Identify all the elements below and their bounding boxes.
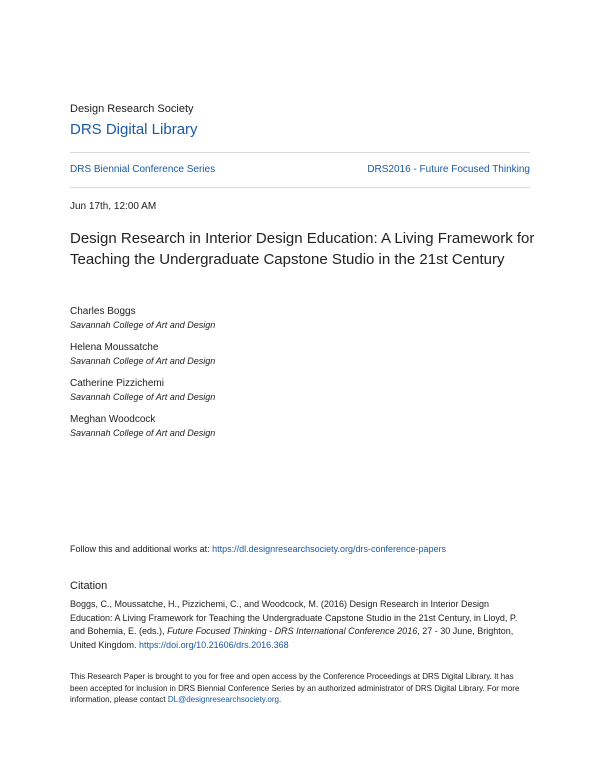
conference-link[interactable]: DRS2016 - Future Focused Thinking	[367, 164, 530, 175]
citation-body: Boggs, C., Moussatche, H., Pizzichemi, C., and Woodcock, M. (2016) Design Research in Interior Design Education: A Living Framework for Teaching the Undergraduate Capstone Studio in the 21st Century, in Lloyd, P. and Bohemia, E. (eds.),	[70, 599, 518, 636]
citation-body-end: , 27 - 30 June, Brighton, United Kingdom.	[70, 626, 514, 650]
citation-heading: Citation	[70, 580, 108, 592]
library-link[interactable]: DRS Digital Library	[70, 121, 198, 138]
author-affiliation: Savannah College of Art and Design	[70, 392, 216, 402]
publication-date: Jun 17th, 12:00 AM	[70, 201, 157, 212]
divider-top	[70, 152, 530, 153]
author-affiliation: Savannah College of Art and Design	[70, 320, 216, 330]
author-name: Charles Boggs	[70, 306, 136, 317]
citation-proceedings: Future Focused Thinking - DRS International Conference 2016	[167, 626, 418, 636]
author-affiliation: Savannah College of Art and Design	[70, 428, 216, 438]
org-name: Design Research Society	[70, 103, 194, 115]
doi-link[interactable]: https://doi.org/10.21606/drs.2016.368	[139, 639, 289, 650]
notice-text: This Research Paper is brought to you for free and open access by the Conference Proceedings at DRS Digital Library. It has been accepted for inclusion in DRS Biennial Conference Series by an authorized administrator of DRS Digital Library. For more information, please contact	[70, 672, 520, 704]
contact-email-link[interactable]: DL@designresearchsociety.org	[167, 695, 279, 704]
author-name: Meghan Woodcock	[70, 414, 156, 425]
series-link[interactable]: DRS Biennial Conference Series	[70, 164, 216, 175]
collection-link[interactable]: https://dl.designresearchsociety.org/drs-conference-papers	[212, 544, 447, 554]
divider-bottom	[70, 187, 530, 188]
citation-text	[70, 598, 532, 652]
author-name: Catherine Pizzichemi	[70, 378, 164, 389]
follow-line	[70, 544, 446, 554]
author-affiliation: Savannah College of Art and Design	[70, 356, 216, 366]
author-name: Helena Moussatche	[70, 342, 159, 353]
follow-text: Follow this and additional works at:	[70, 544, 213, 554]
notice-end: .	[278, 695, 282, 704]
paper-title: Design Research in Interior Design Education: A Living Framework for Teaching the Undergraduate Capstone Studio in the 21st Century	[70, 230, 535, 268]
access-notice	[70, 671, 532, 706]
